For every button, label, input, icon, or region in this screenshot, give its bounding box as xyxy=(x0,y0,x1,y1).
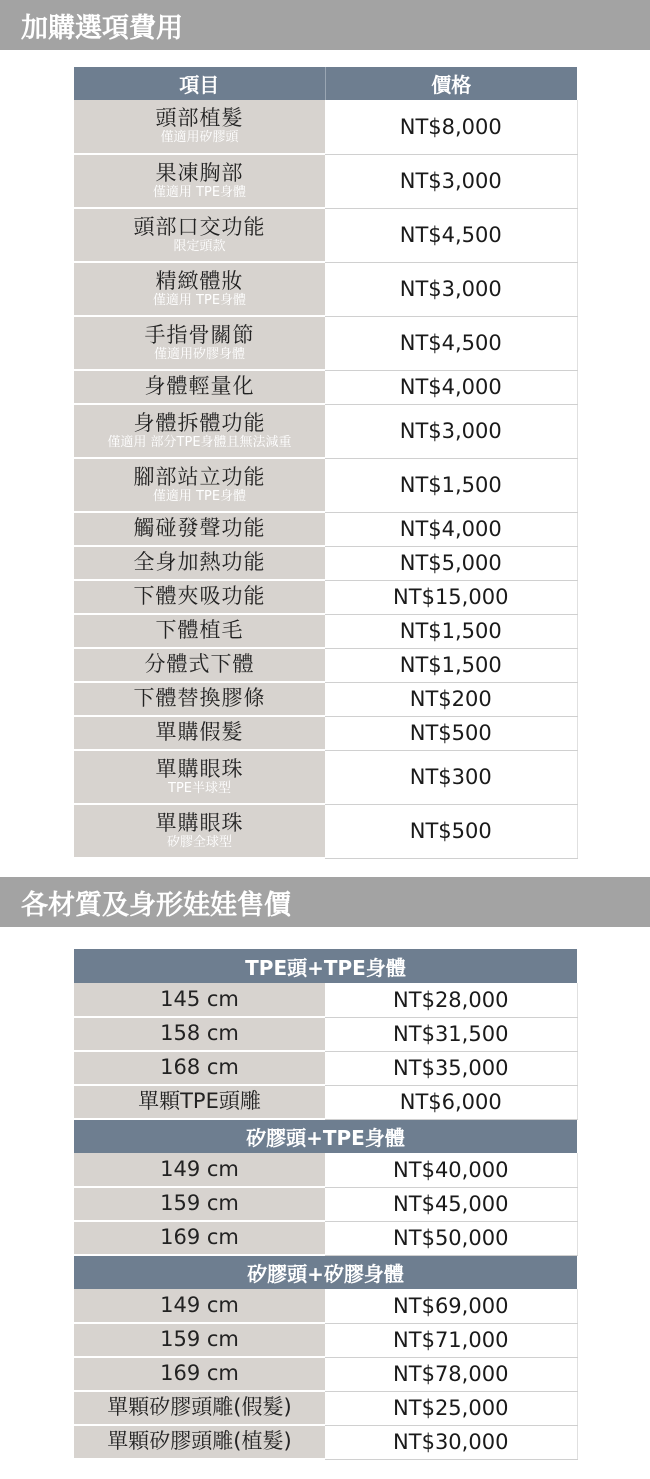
table-row xyxy=(74,1323,577,1357)
column-header-price: 價格 xyxy=(325,67,577,100)
price-cell: NT$15,000 xyxy=(325,580,577,614)
table-row xyxy=(74,1153,577,1187)
item-note: TPE半球型 xyxy=(168,780,231,796)
item-cell xyxy=(74,750,325,804)
table-row xyxy=(74,154,577,208)
addon-price-table xyxy=(74,67,578,859)
group-header-row xyxy=(74,1255,577,1289)
table-row xyxy=(74,682,577,716)
item-cell xyxy=(74,648,325,682)
group-header-row xyxy=(74,949,577,983)
table-row xyxy=(74,1391,577,1425)
table-row xyxy=(74,404,577,458)
item-cell xyxy=(74,208,325,262)
table-row xyxy=(74,1425,577,1459)
price-cell: NT$69,000 xyxy=(325,1289,577,1323)
item-note: 僅適用 TPE身體 xyxy=(152,488,247,504)
table-row xyxy=(74,804,577,858)
table-row xyxy=(74,370,577,404)
price-cell: NT$4,000 xyxy=(325,512,577,546)
table-row xyxy=(74,1085,577,1119)
table-row xyxy=(74,1051,577,1085)
item-name: 單購眼珠 xyxy=(155,810,244,835)
table-row xyxy=(74,512,577,546)
table-row xyxy=(74,648,577,682)
item-cell xyxy=(74,316,325,370)
price-cell: NT$4,500 xyxy=(325,316,577,370)
size-cell: 169 cm xyxy=(74,1357,325,1391)
item-name: 腳部站立功能 xyxy=(133,464,266,489)
price-cell: NT$35,000 xyxy=(325,1051,577,1085)
item-name: 下體植毛 xyxy=(155,618,244,643)
size-cell: 159 cm xyxy=(74,1187,325,1221)
table-row xyxy=(74,614,577,648)
price-cell: NT$3,000 xyxy=(325,404,577,458)
group-title: TPE頭+TPE身體 xyxy=(74,949,577,983)
price-cell: NT$1,500 xyxy=(325,458,577,512)
size-cell: 單顆TPE頭雕 xyxy=(74,1085,325,1119)
item-name: 頭部口交功能 xyxy=(133,214,266,239)
size-cell: 168 cm xyxy=(74,1051,325,1085)
item-cell xyxy=(74,580,325,614)
item-note: 限定頭款 xyxy=(173,238,226,254)
table-row xyxy=(74,546,577,580)
price-cell: NT$31,500 xyxy=(325,1017,577,1051)
table-row xyxy=(74,100,577,154)
item-name: 果凍胸部 xyxy=(155,160,244,185)
price-cell: NT$3,000 xyxy=(325,262,577,316)
item-cell xyxy=(74,154,325,208)
addon-table-body xyxy=(74,100,577,858)
price-cell: NT$6,000 xyxy=(325,1085,577,1119)
item-name: 觸碰發聲功能 xyxy=(133,516,266,541)
size-cell: 145 cm xyxy=(74,983,325,1017)
table-row xyxy=(74,983,577,1017)
price-cell: NT$500 xyxy=(325,716,577,750)
table-row xyxy=(74,316,577,370)
item-cell xyxy=(74,262,325,316)
price-cell: NT$3,000 xyxy=(325,154,577,208)
price-cell: NT$78,000 xyxy=(325,1357,577,1391)
table-row xyxy=(74,1357,577,1391)
group-title: 矽膠頭+TPE身體 xyxy=(74,1119,577,1153)
item-cell xyxy=(74,512,325,546)
item-note: 僅適用 部分TPE身體且無法減重 xyxy=(107,434,292,450)
section-title-text: 各材質及身形娃娃售價 xyxy=(21,889,291,921)
section-title-doll-prices xyxy=(0,877,650,927)
item-cell xyxy=(74,370,325,404)
price-cell: NT$200 xyxy=(325,682,577,716)
item-note: 矽膠全球型 xyxy=(166,834,232,850)
price-cell: NT$300 xyxy=(325,750,577,804)
item-note: 僅適用矽膠頭 xyxy=(160,130,239,146)
price-cell: NT$28,000 xyxy=(325,983,577,1017)
item-name: 手指骨關節 xyxy=(144,322,255,347)
item-name: 頭部植髮 xyxy=(155,106,244,131)
size-cell: 158 cm xyxy=(74,1017,325,1051)
table-row xyxy=(74,1221,577,1255)
item-name: 單購眼珠 xyxy=(155,756,244,781)
price-cell: NT$30,000 xyxy=(325,1425,577,1459)
price-cell: NT$1,500 xyxy=(325,648,577,682)
item-cell xyxy=(74,682,325,716)
table-row xyxy=(74,750,577,804)
section-title-text: 加購選項費用 xyxy=(21,12,183,44)
table-row xyxy=(74,1187,577,1221)
table-row xyxy=(74,262,577,316)
table-row xyxy=(74,580,577,614)
item-name: 精緻體妝 xyxy=(155,268,244,293)
item-note: 僅適用 TPE身體 xyxy=(152,184,247,200)
item-note: 僅適用 TPE身體 xyxy=(152,292,247,308)
price-cell: NT$40,000 xyxy=(325,1153,577,1187)
table-row xyxy=(74,458,577,512)
price-cell: NT$8,000 xyxy=(325,100,577,154)
item-name: 身體拆體功能 xyxy=(133,410,266,435)
item-cell xyxy=(74,614,325,648)
doll-price-table xyxy=(74,949,578,1460)
table-row xyxy=(74,1017,577,1051)
size-cell: 149 cm xyxy=(74,1289,325,1323)
item-cell xyxy=(74,458,325,512)
price-cell: NT$25,000 xyxy=(325,1391,577,1425)
price-cell: NT$50,000 xyxy=(325,1221,577,1255)
table-row xyxy=(74,716,577,750)
size-cell: 單顆矽膠頭雕(假髮) xyxy=(74,1391,325,1425)
item-note: 僅適用矽膠身體 xyxy=(153,346,245,362)
price-cell: NT$71,000 xyxy=(325,1323,577,1357)
price-cell: NT$1,500 xyxy=(325,614,577,648)
section-title-addon xyxy=(0,0,650,50)
price-cell: NT$4,000 xyxy=(325,370,577,404)
item-name: 全身加熱功能 xyxy=(133,550,266,575)
doll-table-body xyxy=(74,949,577,1459)
item-name: 分體式下體 xyxy=(144,652,255,677)
size-cell: 159 cm xyxy=(74,1323,325,1357)
price-cell: NT$500 xyxy=(325,804,577,858)
table-row xyxy=(74,208,577,262)
price-cell: NT$45,000 xyxy=(325,1187,577,1221)
table-row xyxy=(74,1289,577,1323)
group-title: 矽膠頭+矽膠身體 xyxy=(74,1255,577,1289)
item-name: 身體輕量化 xyxy=(144,374,255,399)
item-cell xyxy=(74,716,325,750)
item-name: 下體夾吸功能 xyxy=(133,584,266,609)
size-cell: 169 cm xyxy=(74,1221,325,1255)
item-name: 單購假髮 xyxy=(155,720,244,745)
size-cell: 單顆矽膠頭雕(植髮) xyxy=(74,1425,325,1459)
price-cell: NT$5,000 xyxy=(325,546,577,580)
price-cell: NT$4,500 xyxy=(325,208,577,262)
item-name: 下體替換膠條 xyxy=(133,686,266,711)
item-cell xyxy=(74,546,325,580)
group-header-row xyxy=(74,1119,577,1153)
item-cell xyxy=(74,404,325,458)
column-header-item: 項目 xyxy=(74,67,325,100)
size-cell: 149 cm xyxy=(74,1153,325,1187)
item-cell xyxy=(74,804,325,858)
item-cell xyxy=(74,100,325,154)
